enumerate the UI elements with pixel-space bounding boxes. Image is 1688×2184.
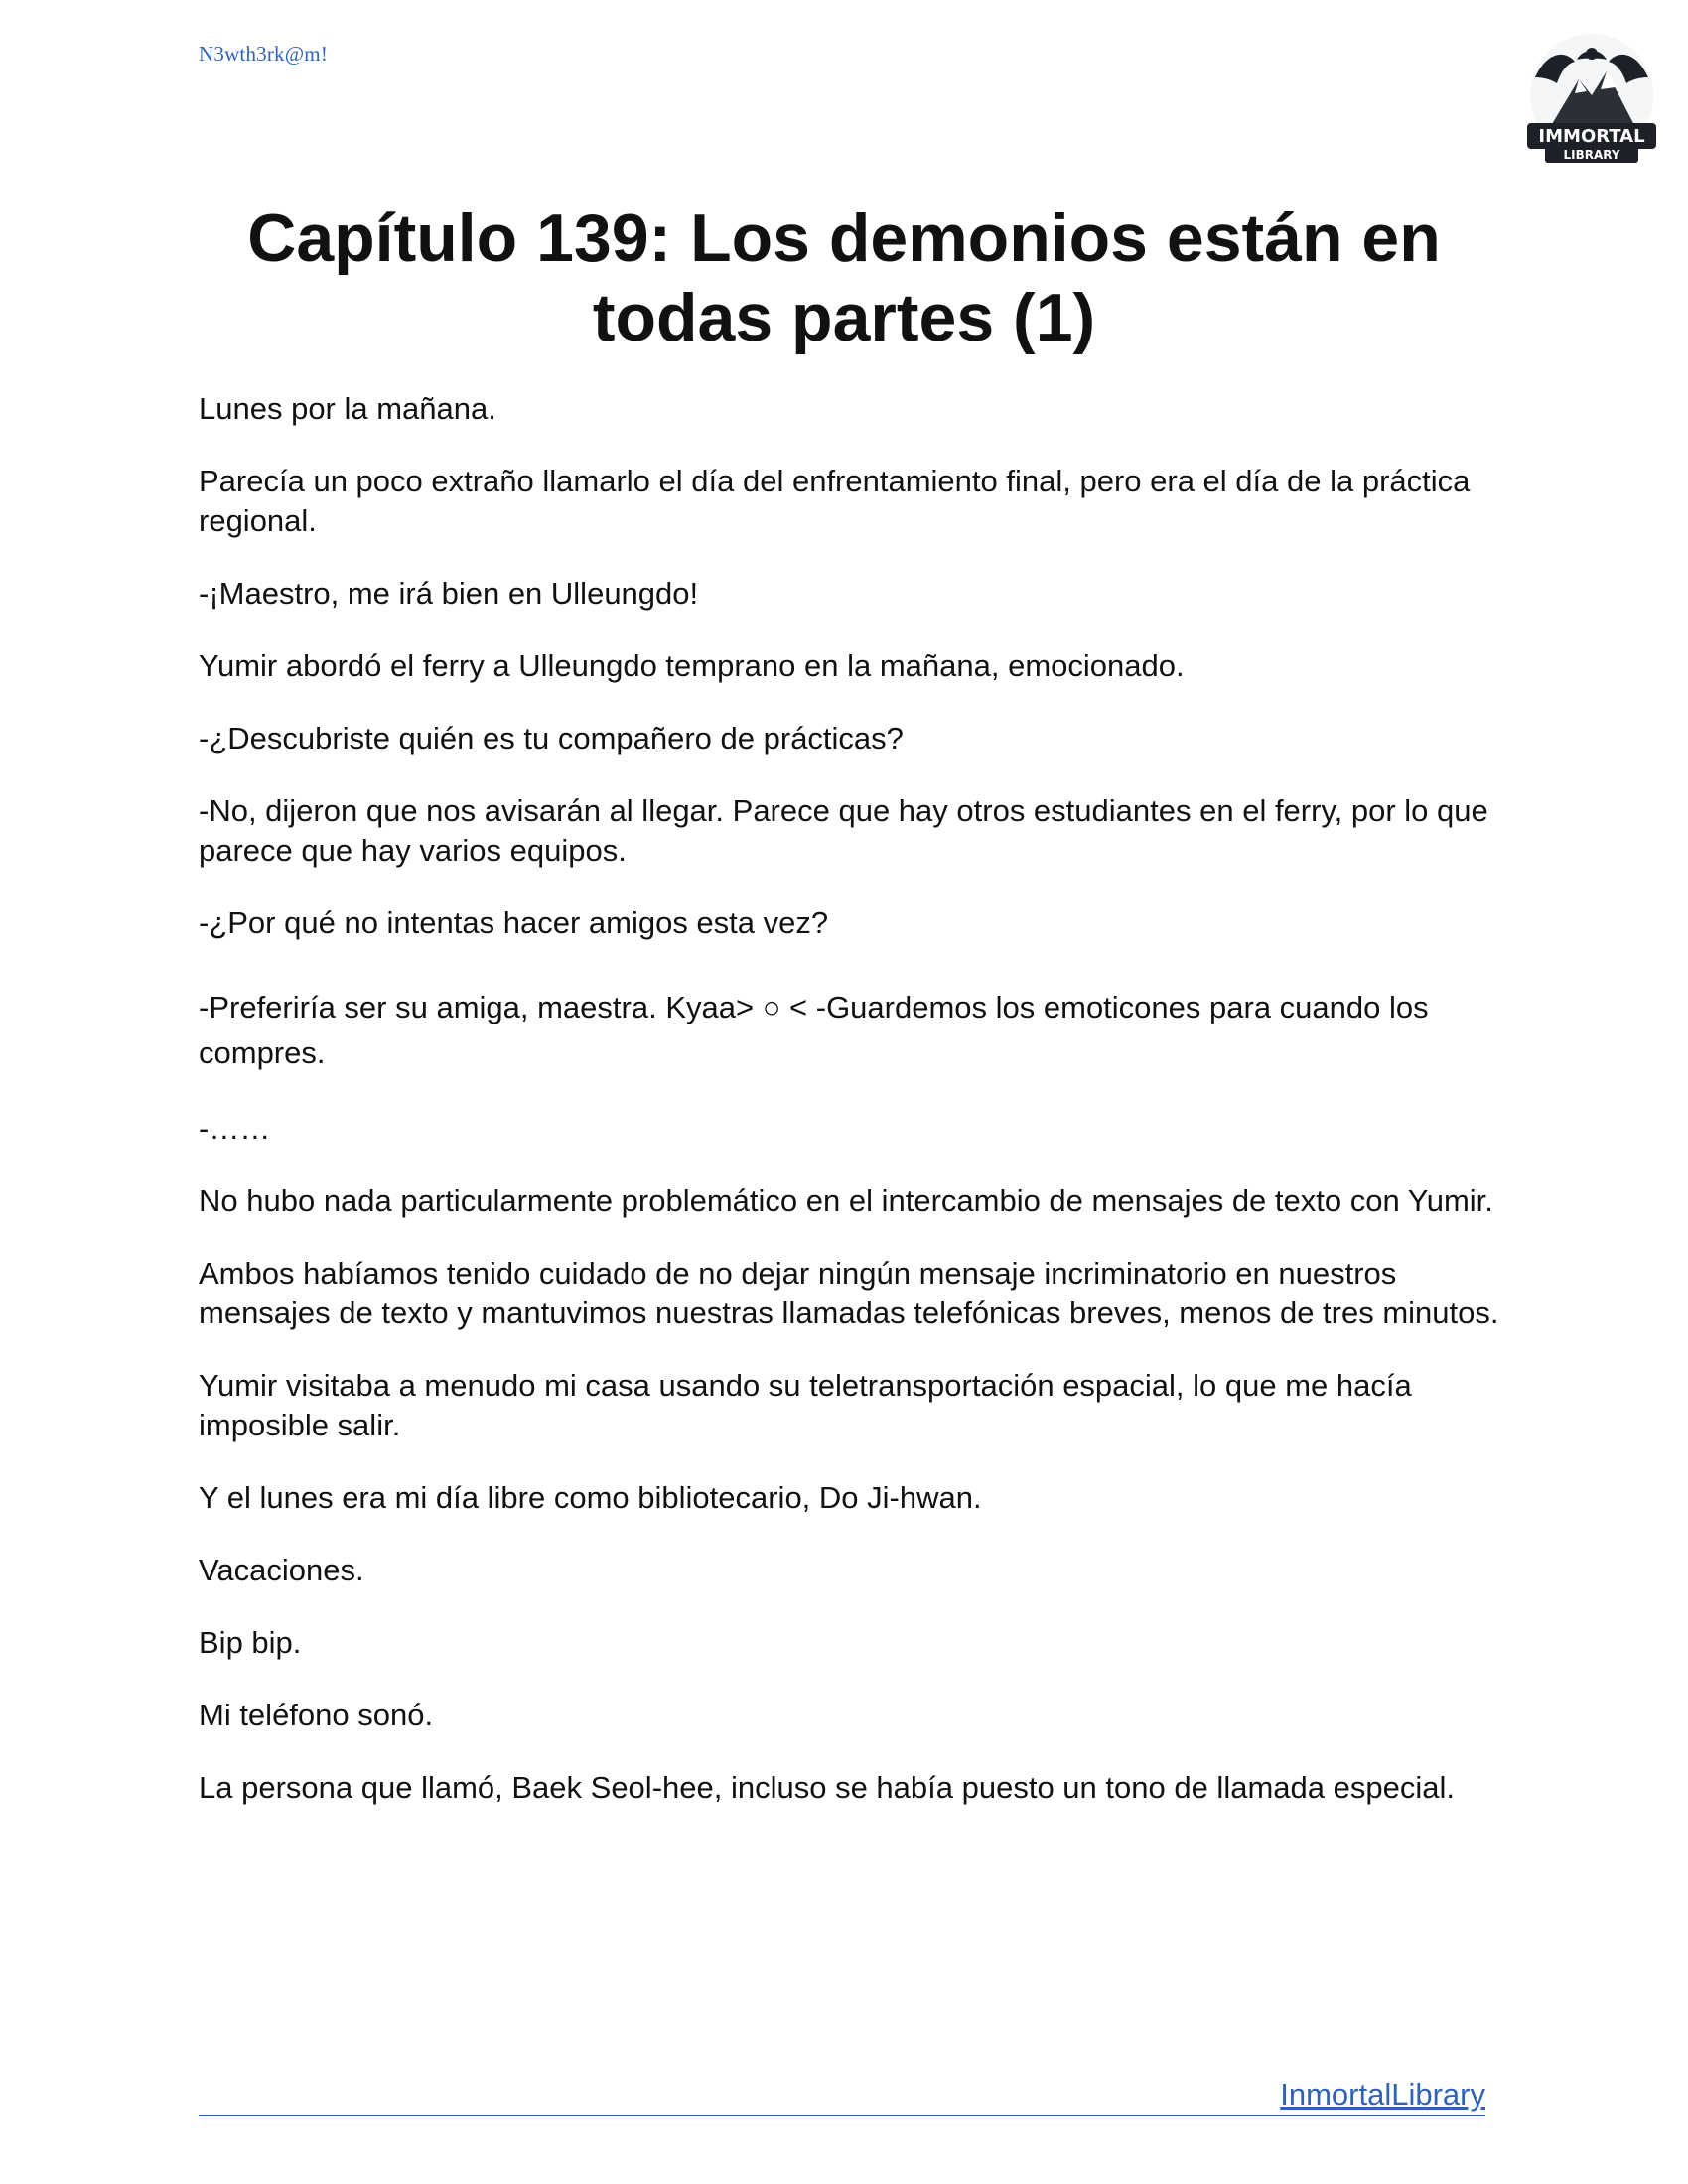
paragraph: Yumir abordó el ferry a Ulleungdo temprano en la mañana, emocionado. xyxy=(199,648,1185,683)
chapter-title: Capítulo 139: Los demonios están en todas partes (1) xyxy=(247,201,1441,355)
paragraph: Parecía un poco extraño llamarlo el día del enfrentamiento final, pero era el día de la práctica regional. xyxy=(199,464,1471,538)
footer-divider xyxy=(199,2115,1485,2116)
paragraph: La persona que llamó, Baek Seol-hee, incluso se había puesto un tono de llamada especial. xyxy=(199,1770,1455,1805)
paragraph: -…… xyxy=(199,1111,271,1146)
paragraph: -¿Por qué no intentas hacer amigos esta vez? xyxy=(199,905,829,940)
paragraph: Yumir visitaba a menudo mi casa usando su teletransportación espacial, lo que me hacía imposible salir. xyxy=(199,1368,1412,1442)
paragraph: -No, dijeron que nos avisarán al llegar. Parece que hay otros estudiantes en el ferry, por lo que parece que hay varios equipos. xyxy=(199,793,1488,868)
immortal-library-logo xyxy=(1517,32,1666,167)
logo-text-top: IMMORTAL xyxy=(1538,126,1645,147)
dragon-mountain-emblem-icon xyxy=(1517,32,1666,167)
footer-link-inmortal-library[interactable]: InmortalLibrary xyxy=(1280,2077,1485,2112)
paragraph: -¿Descubriste quién es tu compañero de prácticas? xyxy=(199,721,904,755)
paragraph: -¡Maestro, me irá bien en Ulleungdo! xyxy=(199,576,699,611)
logo-text-bottom: LIBRARY xyxy=(1563,148,1620,162)
paragraph: Ambos habíamos tenido cuidado de no dejar ningún mensaje incriminatorio en nuestros mensajes de texto y mantuvimos nuestras llamadas telefónicas breves, menos de tres minutos. xyxy=(199,1256,1499,1330)
paragraph: Vacaciones. xyxy=(199,1553,364,1587)
paragraph: Y el lunes era mi día libre como bibliotecario, Do Ji-hwan. xyxy=(199,1480,982,1515)
paragraph: Lunes por la mañana. xyxy=(199,391,496,426)
paragraph: No hubo nada particularmente problemático en el intercambio de mensajes de texto con Yumir. xyxy=(199,1183,1493,1218)
chapter-body xyxy=(199,389,1499,1808)
watermark: N3wth3rk@m! xyxy=(199,42,329,66)
paragraph: Mi teléfono sonó. xyxy=(199,1698,434,1732)
paragraph: Bip bip. xyxy=(199,1625,302,1660)
paragraph: -Preferiría ser su amiga, maestra. Kyaa> ○ < -Guardemos los emoticones para cuando los compres. xyxy=(199,990,1429,1070)
